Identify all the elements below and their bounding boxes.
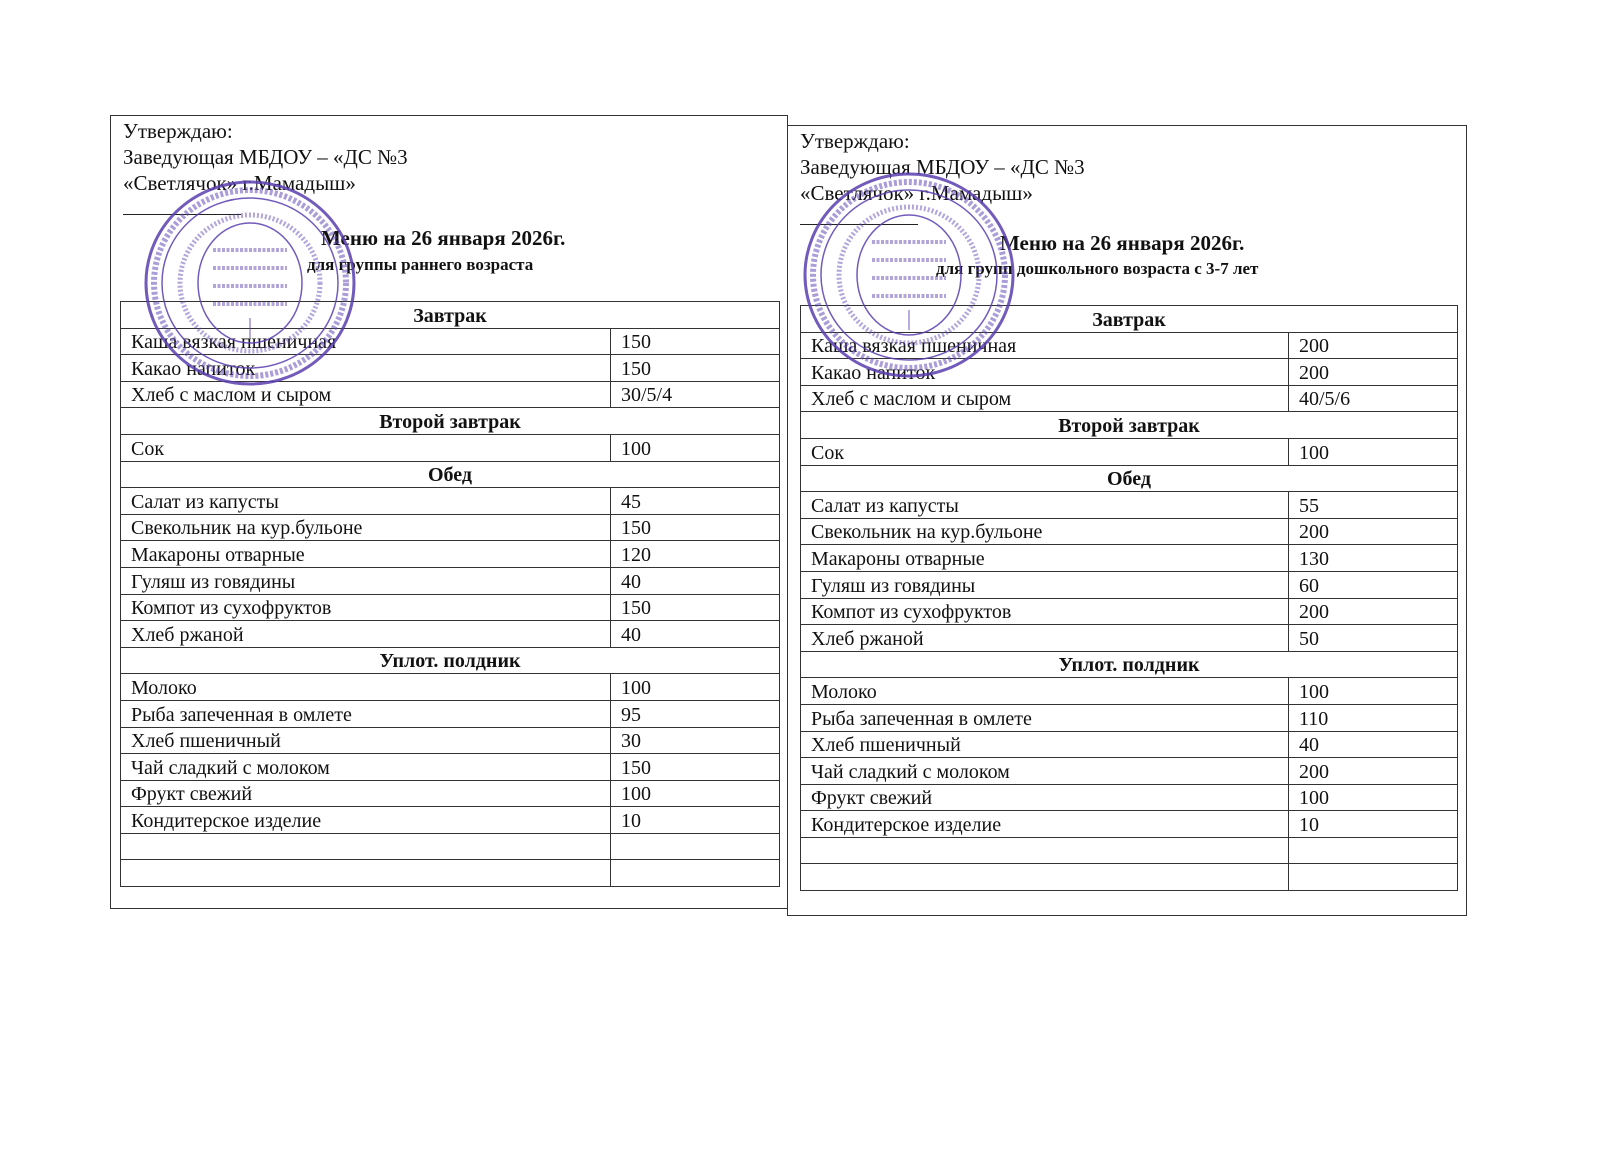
dish-name: Сок	[801, 438, 1289, 465]
menu-item-row	[801, 518, 1458, 545]
portion-weight: 200	[1289, 332, 1458, 359]
menu-item-row	[801, 758, 1458, 785]
menu-item-row	[121, 381, 780, 408]
menu-item-row	[801, 811, 1458, 838]
menu-item-row	[121, 514, 780, 541]
portion-weight: 40	[611, 567, 780, 594]
menu-item-row	[121, 621, 780, 648]
portion-weight: 200	[1289, 518, 1458, 545]
dish-name: Хлеб ржаной	[121, 621, 611, 648]
menu-item-row	[121, 780, 780, 807]
menu-item-row	[121, 860, 780, 887]
dish-name: Чай сладкий с молоком	[801, 758, 1289, 785]
menu-item-row	[121, 488, 780, 515]
menu-item-row	[801, 359, 1458, 386]
approval-block	[800, 128, 1085, 206]
section-title: Обед	[121, 461, 780, 488]
portion-weight: 100	[1289, 678, 1458, 705]
section-title: Второй завтрак	[801, 412, 1458, 439]
section-header-row	[801, 412, 1458, 439]
menu-item-row	[121, 541, 780, 568]
dish-name: Компот из сухофруктов	[801, 598, 1289, 625]
portion-weight: 55	[1289, 492, 1458, 519]
menu-subtitle: для группы раннего возраста	[307, 255, 534, 274]
menu-item-row	[801, 385, 1458, 412]
menu-item-row	[801, 837, 1458, 864]
portion-weight: 100	[611, 674, 780, 701]
dish-name: Сок	[121, 434, 611, 461]
menu-panel-early-age	[110, 115, 788, 909]
dish-name: Макароны отварные	[801, 545, 1289, 572]
menu-item-row	[801, 571, 1458, 598]
menu-item-row	[121, 727, 780, 754]
section-header-row	[121, 408, 780, 435]
dish-name: Компот из сухофруктов	[121, 594, 611, 621]
section-title: Обед	[801, 465, 1458, 492]
signature-line	[800, 224, 918, 225]
dish-name: Молоко	[801, 678, 1289, 705]
section-title: Завтрак	[801, 306, 1458, 333]
signature-line	[123, 214, 241, 215]
dish-name: Молоко	[121, 674, 611, 701]
portion-weight: 40	[611, 621, 780, 648]
dish-name: Фрукт свежий	[121, 780, 611, 807]
portion-weight	[611, 860, 780, 887]
menu-item-row	[801, 598, 1458, 625]
menu-title: Меню на 26 января 2026г.	[321, 226, 566, 250]
portion-weight: 30/5/4	[611, 381, 780, 408]
dish-name: Хлеб с маслом и сыром	[121, 381, 611, 408]
portion-weight: 30	[611, 727, 780, 754]
portion-weight: 40	[1289, 731, 1458, 758]
dish-name	[121, 833, 611, 860]
menu-item-row	[801, 332, 1458, 359]
portion-weight: 150	[611, 754, 780, 781]
approval-line: «Светлячок» г.Мамадыш»	[123, 171, 356, 195]
dish-name: Макароны отварные	[121, 541, 611, 568]
menu-item-row	[121, 567, 780, 594]
menu-item-row	[121, 674, 780, 701]
dish-name: Салат из капусты	[121, 488, 611, 515]
section-header-row	[121, 302, 780, 329]
dish-name: Хлеб пшеничный	[801, 731, 1289, 758]
menu-item-row	[801, 704, 1458, 731]
portion-weight: 100	[611, 780, 780, 807]
menu-item-row	[121, 355, 780, 382]
portion-weight: 150	[611, 514, 780, 541]
menu-panel-preschool	[787, 125, 1467, 916]
section-header-row	[121, 461, 780, 488]
menu-item-row	[121, 807, 780, 834]
menu-item-row	[801, 678, 1458, 705]
portion-weight: 100	[1289, 438, 1458, 465]
approval-line: Утверждаю:	[800, 129, 910, 153]
dish-name: Какао напиток	[121, 355, 611, 382]
approval-line: «Светлячок» г.Мамадыш»	[800, 181, 1033, 205]
portion-weight: 110	[1289, 704, 1458, 731]
portion-weight: 100	[611, 434, 780, 461]
portion-weight: 150	[611, 594, 780, 621]
menu-item-row	[801, 545, 1458, 572]
dish-name: Рыба запеченная в омлете	[801, 704, 1289, 731]
dish-name	[121, 860, 611, 887]
menu-title: Меню на 26 января 2026г.	[1000, 231, 1245, 255]
portion-weight: 150	[611, 355, 780, 382]
dish-name: Свекольник на кур.бульоне	[801, 518, 1289, 545]
approval-line: Заведующая МБДОУ – «ДС №3	[123, 145, 408, 169]
menu-table	[800, 305, 1458, 891]
menu-item-row	[801, 438, 1458, 465]
portion-weight	[1289, 837, 1458, 864]
dish-name: Каша вязкая пшеничная	[801, 332, 1289, 359]
section-title: Уплот. полдник	[121, 647, 780, 674]
dish-name: Кондитерское изделие	[121, 807, 611, 834]
menu-item-row	[801, 864, 1458, 891]
menu-item-row	[801, 625, 1458, 652]
portion-weight: 200	[1289, 359, 1458, 386]
portion-weight: 200	[1289, 758, 1458, 785]
section-title: Уплот. полдник	[801, 651, 1458, 678]
portion-weight: 10	[1289, 811, 1458, 838]
dish-name: Рыба запеченная в омлете	[121, 700, 611, 727]
portion-weight: 40/5/6	[1289, 385, 1458, 412]
dish-name: Фрукт свежий	[801, 784, 1289, 811]
section-title: Завтрак	[121, 302, 780, 329]
section-title: Второй завтрак	[121, 408, 780, 435]
portion-weight: 150	[611, 328, 780, 355]
dish-name: Какао напиток	[801, 359, 1289, 386]
approval-block	[123, 118, 408, 196]
dish-name: Чай сладкий с молоком	[121, 754, 611, 781]
portion-weight: 45	[611, 488, 780, 515]
portion-weight: 95	[611, 700, 780, 727]
menu-item-row	[121, 328, 780, 355]
menu-item-row	[801, 731, 1458, 758]
menu-table	[120, 301, 780, 887]
dish-name: Хлеб ржаной	[801, 625, 1289, 652]
menu-item-row	[121, 754, 780, 781]
dish-name	[801, 837, 1289, 864]
section-header-row	[801, 306, 1458, 333]
approval-line: Заведующая МБДОУ – «ДС №3	[800, 155, 1085, 179]
portion-weight: 120	[611, 541, 780, 568]
dish-name: Гуляш из говядины	[121, 567, 611, 594]
dish-name: Кондитерское изделие	[801, 811, 1289, 838]
portion-weight	[611, 833, 780, 860]
dish-name: Хлеб с маслом и сыром	[801, 385, 1289, 412]
menu-item-row	[121, 833, 780, 860]
portion-weight: 100	[1289, 784, 1458, 811]
dish-name: Свекольник на кур.бульоне	[121, 514, 611, 541]
section-header-row	[801, 651, 1458, 678]
portion-weight: 60	[1289, 571, 1458, 598]
portion-weight	[1289, 864, 1458, 891]
dish-name	[801, 864, 1289, 891]
portion-weight: 200	[1289, 598, 1458, 625]
menu-item-row	[121, 594, 780, 621]
dish-name: Гуляш из говядины	[801, 571, 1289, 598]
portion-weight: 130	[1289, 545, 1458, 572]
menu-subtitle: для групп дошкольного возраста с 3-7 лет	[936, 259, 1259, 278]
section-header-row	[121, 647, 780, 674]
dish-name: Салат из капусты	[801, 492, 1289, 519]
menu-item-row	[121, 700, 780, 727]
approval-line: Утверждаю:	[123, 119, 233, 143]
portion-weight: 50	[1289, 625, 1458, 652]
menu-item-row	[121, 434, 780, 461]
menu-item-row	[801, 492, 1458, 519]
section-header-row	[801, 465, 1458, 492]
dish-name: Каша вязкая пшеничная	[121, 328, 611, 355]
menu-item-row	[801, 784, 1458, 811]
portion-weight: 10	[611, 807, 780, 834]
dish-name: Хлеб пшеничный	[121, 727, 611, 754]
